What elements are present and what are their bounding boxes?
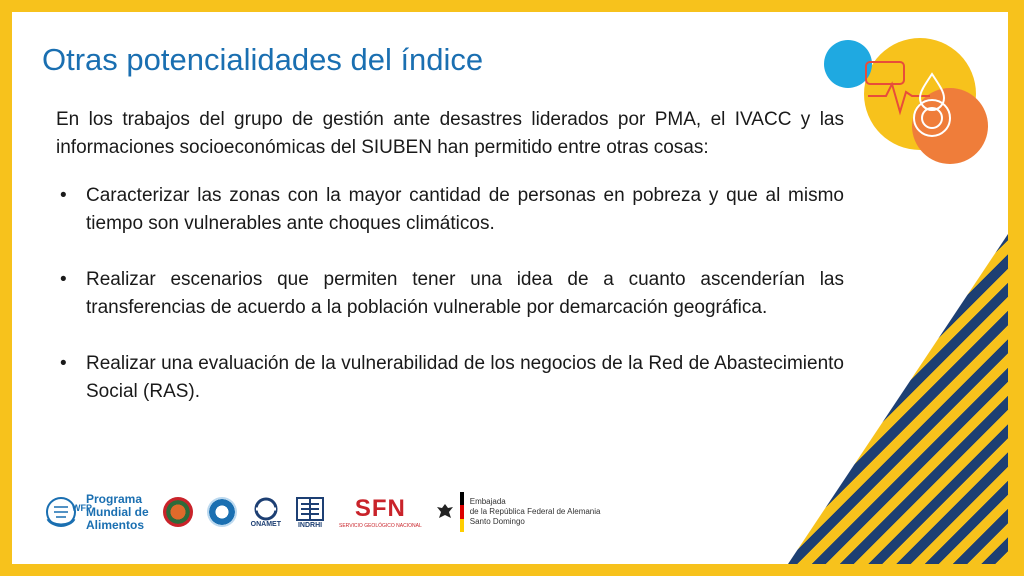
seal-logo-1 xyxy=(163,497,193,527)
bullet-item xyxy=(56,266,844,322)
slide-title: Otras potencialidades del índice xyxy=(42,42,484,77)
german-flag-icon xyxy=(460,492,464,532)
sfn-subtitle: SERVICIO GEOLÓGICO NACIONAL xyxy=(339,523,422,529)
intro-paragraph: En los trabajos del grupo de gestión ante desastres liderados por PMA, el IVACC y las informaciones socioeconómicas del SIUBEN han permitido entre otras cosas: xyxy=(56,109,844,158)
bullet-marker: • xyxy=(60,185,67,206)
seal-logo-2 xyxy=(207,497,237,527)
wfp-tag: WFP xyxy=(72,502,92,513)
slide xyxy=(12,12,1008,564)
indrhi-logo xyxy=(295,496,325,529)
bullet-text: Realizar escenarios que permiten tener una idea de a cuanto ascenderían las transferencias de acuerdo a la población vulnerable por demarcación geográfica. xyxy=(86,269,844,318)
bullet-item xyxy=(56,182,844,238)
indrhi-label: INDRHI xyxy=(297,521,323,529)
sfn-label: SFN xyxy=(354,495,406,522)
indrhi-icon xyxy=(295,496,325,522)
wfp-logo xyxy=(42,493,149,532)
bullet-item xyxy=(56,350,844,406)
sfn-logo xyxy=(339,495,422,529)
slide-body xyxy=(56,106,844,434)
eagle-icon xyxy=(436,502,454,522)
embassy-text: Embajada de la República Federal de Alemania Santo Domingo xyxy=(469,497,601,526)
bullet-marker: • xyxy=(60,269,67,290)
onamet-icon xyxy=(253,497,279,521)
partner-logos xyxy=(42,482,622,542)
wfp-name: Programa Mundial de Alimentos xyxy=(86,491,149,532)
bullet-text: Caracterizar las zonas con la mayor cantidad de personas en pobreza y que al mismo tiempo son vulnerables ante choques climáticos. xyxy=(86,185,844,234)
german-embassy-logo xyxy=(436,492,601,532)
bullet-list xyxy=(56,182,844,406)
onamet-label: ONAMET xyxy=(250,520,282,528)
bullet-text: Realizar una evaluación de la vulnerabilidad de los negocios de la Red de Abastecimiento Social (RAS). xyxy=(86,353,844,402)
onamet-logo xyxy=(251,497,281,528)
bullet-marker: • xyxy=(60,353,67,374)
